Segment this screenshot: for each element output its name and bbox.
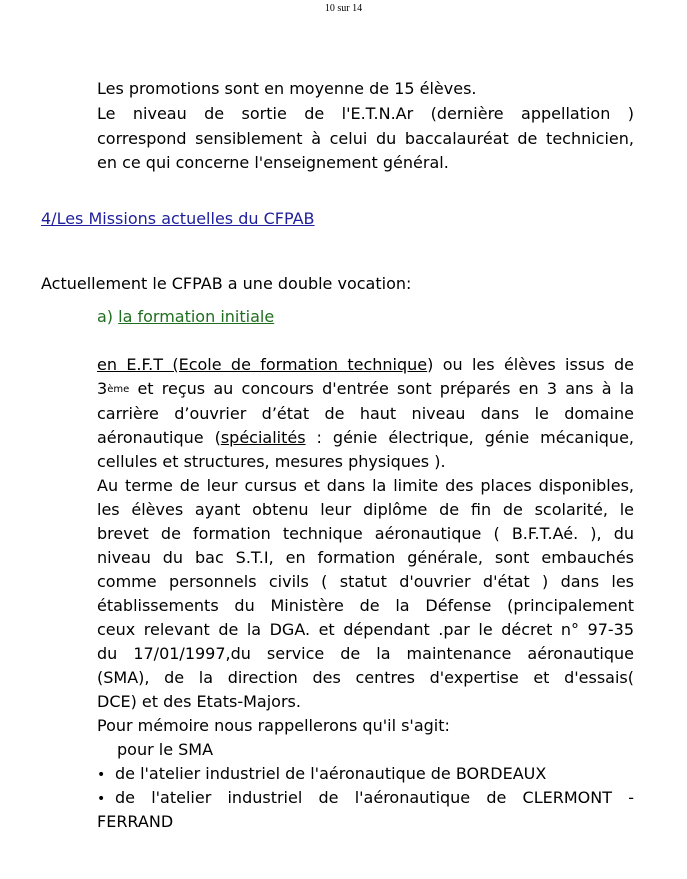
vocation-sentence: Actuellement le CFPAB a une double vocation: [41,274,412,293]
cursus-last-line: DCE) et des Etats-Majors. [97,692,301,711]
cursus-line-5: comme personnels civils ( statut d'ouvrier d'état ) dans les [97,572,634,591]
bullet-icon: • [97,767,106,783]
cursus-line-9: (SMA), de la direction des centres d'expertise et d'essais( [97,668,634,687]
eft-specialites: spécialités [220,428,306,447]
cursus-line-6: établissements du Ministère de la Défense (principalement [97,596,634,615]
eft-line-2-rest: et reçus au concours d'entrée sont préparés en 3 ans à la [129,379,634,398]
intro-line-3: correspond sensiblement à celui du baccalauréat de technicien, [97,129,634,148]
eft-line-1: en E.F.T (Ecole de formation technique) ou les élèves issus de [97,355,634,374]
bullet-icon: • [97,791,106,807]
eft-line-4-rest: : génie électrique, génie mécanique, [305,428,634,447]
intro-line-1: Les promotions sont en moyenne de 15 élèves. [97,79,477,98]
eft-line-4 [97,427,634,449]
memo-continuation: FERRAND [97,812,174,831]
cursus-line-1: Au terme de leur cursus et dans la limite des places disponibles, [97,476,634,495]
eft-line-2 [97,378,634,400]
memo-bullet-text: de l'atelier industriel de l'aéronautique de BORDEAUX [115,764,547,783]
memo-sma-label: pour le SMA [117,740,214,759]
cursus-line-8: du 17/01/1997,du service de la maintenance aéronautique [97,644,634,663]
cursus-line-3: brevet de formation technique aéronautique ( B.F.T.Aé. ), du [97,524,634,543]
section-4-heading[interactable]: 4/Les Missions actuelles du CFPAB [41,209,315,228]
eft-line-2-prefix: 3 [97,379,108,398]
intro-line-4: en ce qui concerne l'enseignement général. [97,153,449,172]
memo-intro: Pour mémoire nous rappellerons qu'il s'agit: [97,716,450,735]
eft-lead-rest: ou les élèves issus de [433,355,634,374]
eft-underlined-lead: en E.F.T (Ecole de formation technique [97,355,428,374]
eft-line-5: cellules et structures, mesures physiques ). [97,452,446,471]
item-a-heading [97,306,274,328]
memo-bullet-text: de l'atelier industriel de l'aéronautique de CLERMONT - [115,788,634,807]
item-a-title: la formation initiale [118,307,275,326]
eft-line-4-prefix: aéronautique ( [97,428,221,447]
item-a-marker: a) [97,307,114,326]
eft-line-2-sup: ème [107,384,130,395]
cursus-line-2: les élèves ayant obtenu leur diplôme de fin de scolarité, le [97,500,634,519]
page-indicator: 10 sur 14 [324,3,363,14]
memo-bullet-item [97,763,546,786]
cursus-line-4: niveau du bac S.T.I, en formation générale, sont embauchés [97,548,634,567]
eft-line-3: carrière d’ouvrier d’état de haut niveau dans le domaine [97,404,634,423]
memo-bullet-item [97,787,634,810]
cursus-line-7: ceux relevant de la DGA. et dépendant .par le décret n° 97-35 [97,620,634,639]
intro-line-2: Le niveau de sortie de l'E.T.N.Ar (dernière appellation ) [97,104,634,123]
